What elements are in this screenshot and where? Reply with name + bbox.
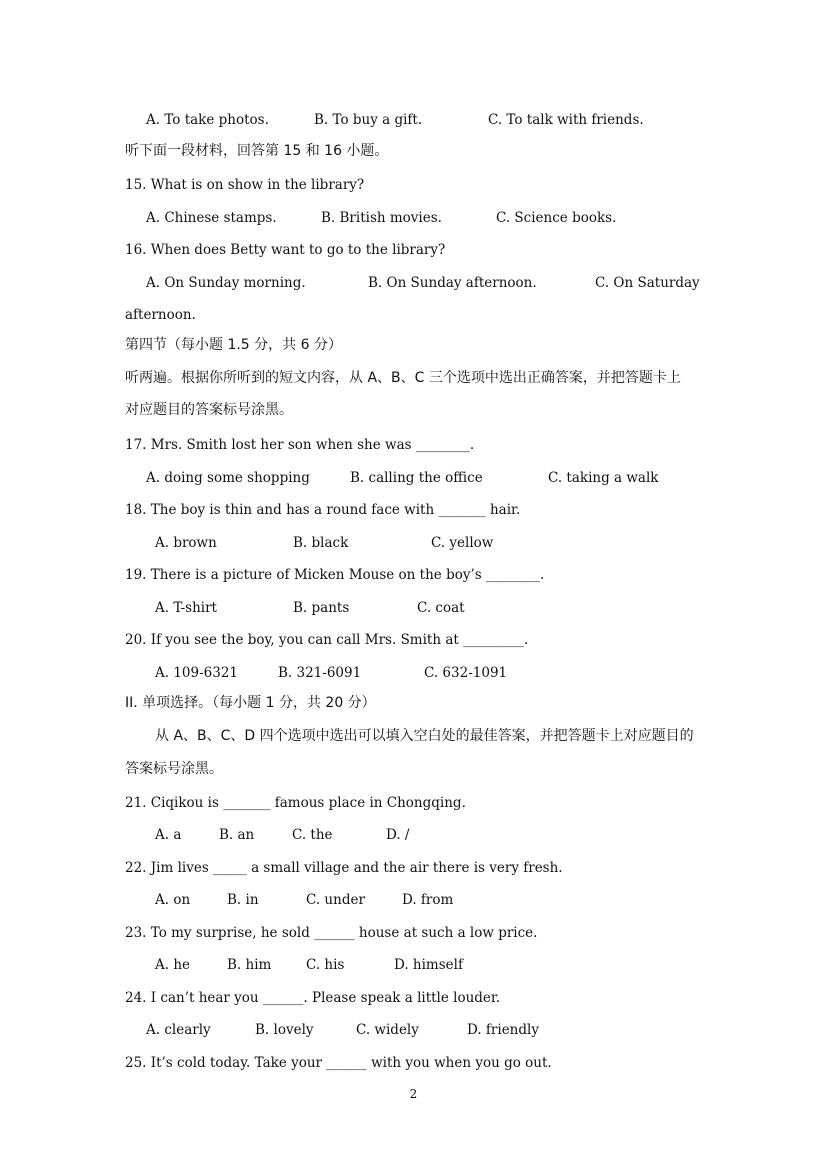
section-4-title: 第四节（每小题 1.5 分，共 6 分）	[125, 337, 342, 353]
q15-option-c: C. Science books.	[496, 210, 617, 226]
question-16: 16. When does Betty want to go to the library?	[125, 242, 446, 258]
question-22: 22. Jim lives _____ a small village and the air there is very fresh.	[125, 860, 563, 876]
question-25: 25. It’s cold today. Take your ______ with you when you go out.	[125, 1055, 552, 1071]
q17-option-b: B. calling the office	[350, 470, 483, 486]
section-4-instruction-line1: 听两遍。根据你所听到的短文内容，从 A、B、C 三个选项中选出正确答案，并把答题卡上	[125, 370, 681, 386]
q21-option-c: C. the	[292, 827, 333, 843]
q18-option-c: C. yellow	[431, 535, 494, 551]
q18-option-b: B. black	[293, 535, 349, 551]
q16-option-c: C. On Saturday	[595, 275, 700, 291]
q22-option-b: B. in	[227, 892, 259, 908]
q14-option-a: A. To take photos.	[146, 112, 269, 128]
question-17: 17. Mrs. Smith lost her son when she was ________.	[125, 437, 475, 453]
q22-option-a: A. on	[155, 892, 191, 908]
q23-option-d: D. himself	[394, 957, 463, 973]
q17-option-c: C. taking a walk	[548, 470, 659, 486]
q22-option-d: D. from	[402, 892, 454, 908]
q14-option-c: C. To talk with friends.	[488, 112, 644, 128]
page-number: 2	[409, 1087, 418, 1101]
question-18: 18. The boy is thin and has a round face with _______ hair.	[125, 502, 521, 518]
question-24: 24. I can’t hear you ______. Please speak a little louder.	[125, 990, 501, 1006]
q23-option-a: A. he	[155, 957, 191, 973]
q24-option-d: D. friendly	[467, 1022, 539, 1038]
question-23: 23. To my surprise, he sold ______ house at such a low price.	[125, 925, 538, 941]
q21-option-b: B. an	[219, 827, 255, 843]
q20-option-c: C. 632-1091	[424, 665, 508, 681]
q23-option-b: B. him	[227, 957, 272, 973]
q22-option-c: C. under	[306, 892, 365, 908]
q16-option-c-wrap: afternoon.	[125, 307, 196, 323]
q16-option-b: B. On Sunday afternoon.	[368, 275, 537, 291]
q20-option-a: A. 109-6321	[155, 665, 239, 681]
instruction-15-16: 听下面一段材料，回答第 15 和 16 小题。	[125, 143, 389, 159]
q19-option-c: C. coat	[417, 600, 465, 616]
q15-option-a: A. Chinese stamps.	[146, 210, 277, 226]
part-2-instruction-line2: 答案标号涂黑。	[125, 761, 223, 777]
q19-option-b: B. pants	[293, 600, 350, 616]
question-15: 15. What is on show in the library?	[125, 177, 365, 193]
q19-option-a: A. T-shirt	[155, 600, 217, 616]
q14-option-b: B. To buy a gift.	[314, 112, 423, 128]
question-21: 21. Ciqikou is _______ famous place in Chongqing.	[125, 795, 466, 811]
q16-option-a: A. On Sunday morning.	[146, 275, 306, 291]
question-19: 19. There is a picture of Micken Mouse on the boy’s ________.	[125, 567, 545, 583]
q17-option-a: A. doing some shopping	[146, 470, 310, 486]
q24-option-b: B. lovely	[255, 1022, 314, 1038]
q21-option-d: D. /	[386, 827, 410, 843]
q18-option-a: A. brown	[155, 535, 217, 551]
q23-option-c: C. his	[306, 957, 345, 973]
q20-option-b: B. 321-6091	[278, 665, 362, 681]
q24-option-c: C. widely	[356, 1022, 419, 1038]
part-2-instruction-line1: 从 A、B、C、D 四个选项中选出可以填入空白处的最佳答案，并把答题卡上对应题目的	[155, 728, 694, 744]
question-20: 20. If you see the boy, you can call Mrs. Smith at _________.	[125, 632, 529, 648]
q21-option-a: A. a	[155, 827, 182, 843]
section-4-instruction-line2: 对应题目的答案标号涂黑。	[125, 402, 293, 418]
q24-option-a: A. clearly	[146, 1022, 211, 1038]
q15-option-b: B. British movies.	[321, 210, 442, 226]
part-2-title: II. 单项选择。（每小题 1 分，共 20 分）	[125, 695, 376, 711]
